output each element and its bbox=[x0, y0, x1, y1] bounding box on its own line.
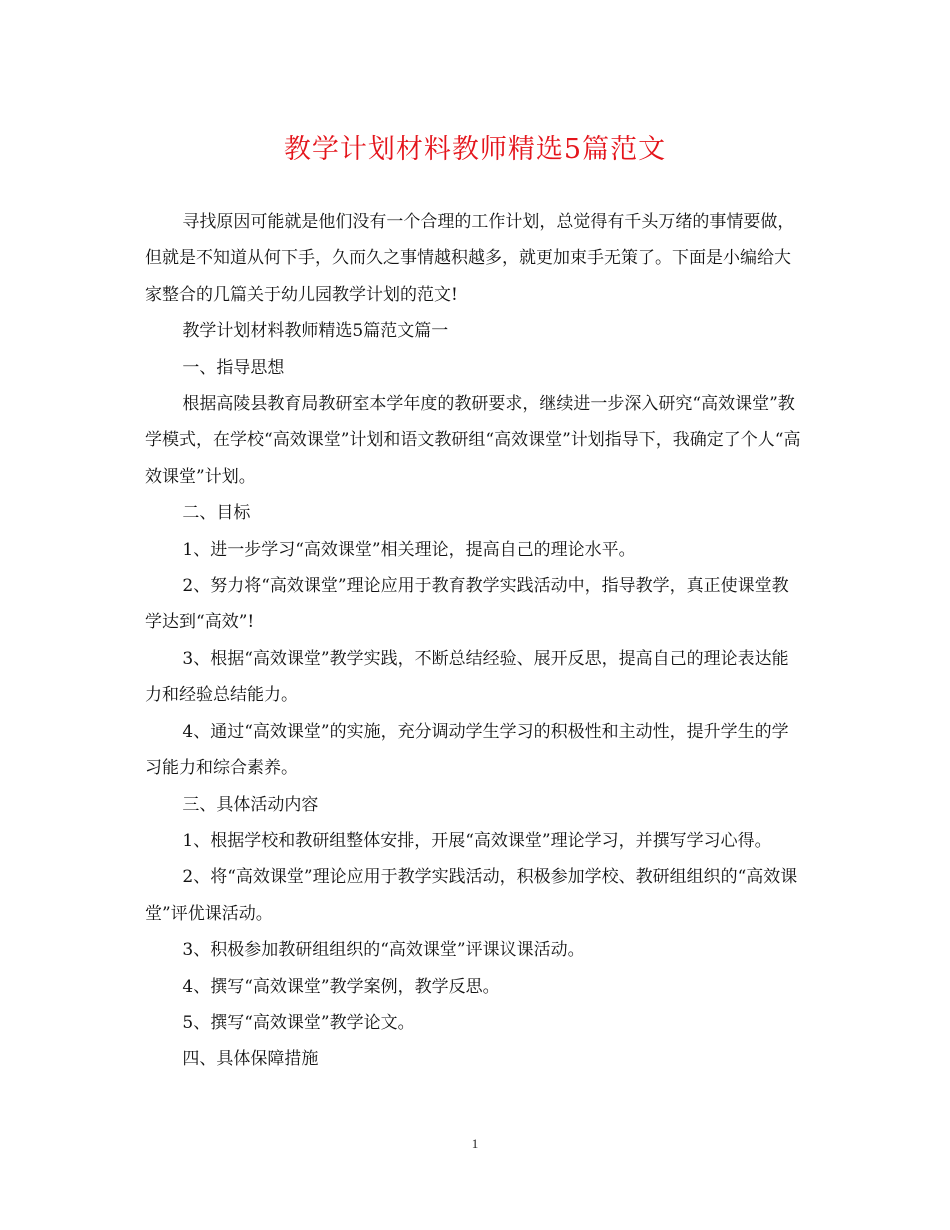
heading-safeguards: 四、具体保障措施 bbox=[182, 1049, 319, 1070]
page-number: 1 bbox=[471, 1136, 479, 1151]
document-body bbox=[145, 204, 805, 1078]
activity-item-1: 1、根据学校和教研组整体安排，开展“高效课堂”理论学习，并撰写学习心得。 bbox=[182, 830, 772, 851]
activity-item-5: 5、撰写“高效课堂”教学论文。 bbox=[182, 1012, 415, 1033]
goal-item-4: 4、通过“高效课堂”的实施，充分调动学生学习的积极性和主动性，提升学生的学习能力和综合素养。 bbox=[145, 721, 789, 779]
heading-guiding-ideology: 一、指导思想 bbox=[182, 357, 285, 378]
goal-item-1: 1、进一步学习“高效课堂”相关理论，提高自己的理论水平。 bbox=[182, 539, 636, 560]
activity-item-2: 2、将“高效课堂”理论应用于教学实践活动，积极参加学校、教研组组织的“高效课堂”评优课活动。 bbox=[145, 867, 798, 924]
heading-activities: 三、具体活动内容 bbox=[182, 794, 319, 815]
paragraph-section-heading: 教学计划材料教师精选5篇范文篇一 bbox=[182, 321, 449, 342]
document-title: 教学计划材料教师精选5篇范文 bbox=[283, 134, 667, 165]
activity-item-3: 3、积极参加教研组组织的“高效课堂”评课议课活动。 bbox=[182, 940, 585, 961]
activity-item-4: 4、撰写“高效课堂”教学案例，教学反思。 bbox=[182, 976, 500, 997]
heading-goals: 二、目标 bbox=[182, 503, 251, 524]
goal-item-2: 2、努力将“高效课堂”理论应用于教育教学实践活动中，指导教学，真正使课堂教学达到“高效”! bbox=[145, 576, 789, 633]
paragraph-intro: 寻找原因可能就是他们没有一个合理的工作计划，总觉得有千头万绪的事情要做，但就是不知道从何下手，久而久之事情越积越多，就更加束手无策了。下面是小编给大家整合的几篇关于幼儿园教学计划的范文! bbox=[145, 212, 795, 305]
paragraph-guiding-ideology: 根据高陵县教育局教研室本学年度的教研要求，继续进一步深入研究“高效课堂”教学模式，在学校“高效课堂”计划和语文教研组“高效课堂”计划指导下，我确定了个人“高效课堂”计划。 bbox=[145, 394, 801, 487]
goal-item-3: 3、根据“高效课堂”教学实践，不断总结经验、展开反思，提高自己的理论表达能力和经验总结能力。 bbox=[145, 648, 789, 706]
